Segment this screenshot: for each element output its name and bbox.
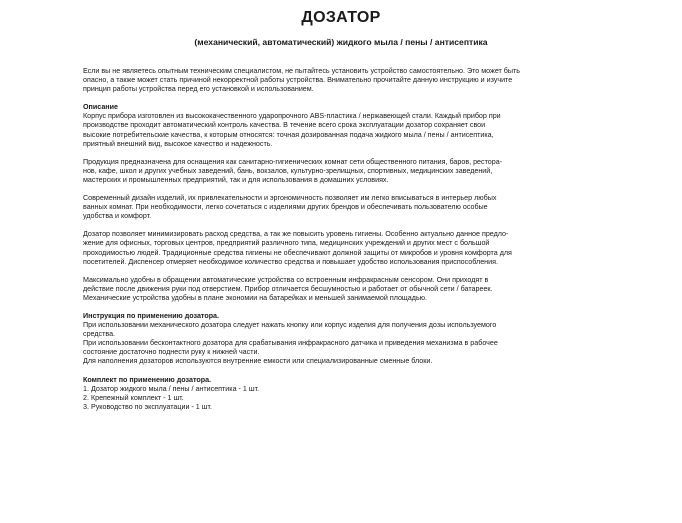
design-paragraph xyxy=(83,194,613,221)
text-line: проходимостью людей. Традиционные средства гигиены не обеспечивают должной защиты от микробов и уровня комфорта для xyxy=(83,248,512,257)
text-line: Механические устройства удобны в плане экономии на батарейках и меньшей занимаемой площадью. xyxy=(83,293,428,302)
text-line: Дозатор позволяет минимизировать расход средства, а так же повысить уровень гигиены. Особенно актуально данное предло- xyxy=(83,230,509,239)
text-line: действие после движения руки под отверстием. Прибор отличается бесшумностью и работает от обычной сети / батареек. xyxy=(83,284,493,293)
text-line: При использовании механического дозатора следует нажать кнопку или корпус изделия для получения дозы используемого xyxy=(83,321,497,330)
text-line: принцип работы устройства перед его установкой и использованием. xyxy=(83,85,314,94)
document-body xyxy=(83,67,613,412)
text-line: жение для офисных, торговых центров, предприятий различного типа, медицинских учреждений и других мест с большой xyxy=(83,239,490,248)
kit-heading: Комплект по применению дозатора. xyxy=(83,375,212,384)
description-heading: Описание xyxy=(83,103,118,112)
text-line: Современный дизайн изделий, их привлекательности и эргономичность позволяет им легко вписываться в интерьер любых xyxy=(83,194,497,203)
text-line: Для наполнения дозаторов используются внутренние емкости или специализированные сменные блоки. xyxy=(83,357,433,366)
text-line: Корпус прибора изготовлен из высококачественного ударопрочного ABS-пластика / нержавеющей стали. Каждый прибор при xyxy=(83,112,501,121)
text-line: Если вы не являетесь опытным техническим специалистом, не пытайтесь установить устройство самостоятельно. Это может быть xyxy=(83,67,521,75)
document-subtitle: (механический, автоматический) жидкого мыла / пены / антисептика xyxy=(194,37,488,47)
intro-paragraph xyxy=(83,67,613,94)
text-line: Продукция предназначена для оснащения как санитарно-гигиенических комнат сети общественного питания, баров, рестора- xyxy=(83,157,503,166)
kit-item: 2. Крепежный комплект - 1 шт. xyxy=(83,393,184,402)
text-line: ванных комнат. При необходимости, легко сочетаться с изделиями других брендов и обеспечивать пользователю особые xyxy=(83,203,488,212)
purpose-paragraph xyxy=(83,158,613,185)
automatic-paragraph xyxy=(83,276,613,303)
instructions-section xyxy=(83,312,613,367)
text-line: посетителей. Диспенсер отмеряет необходимое количество средства и повышает удобство использования приспособления. xyxy=(83,257,498,266)
document-title: ДОЗАТОР xyxy=(301,9,381,26)
text-line: нов, кафе, школ и других учебных заведений, бань, вокзалов, культурно-зрелищных, спортивных, медицинских заведений, xyxy=(83,166,493,175)
text-line: опасно, а также может стать причиной некорректной работы устройства. Внимательно прочитайте данную инструкцию и изучите xyxy=(83,76,513,85)
text-line: Максимально удобны в обращении автоматические устройства со встроенным инфракрасным сенсором. Они приходят в xyxy=(83,275,489,284)
text-line: высокие потребительские качества, к которым относятся: точная дозированная подача жидкого мыла / пены / антисептика, xyxy=(83,130,494,139)
text-line: приятный внешний вид, высокое качество и надежность. xyxy=(83,139,273,148)
kit-item: 3. Руководство по эксплуатации - 1 шт. xyxy=(83,402,212,411)
text-line: При использовании бесконтактного дозатора для срабатывания инфракрасного датчика и приведения механизма в рабочее xyxy=(83,339,498,348)
text-line: производстве проходит автоматический контроль качества. В течение всего срока эксплуатации дозатор сохраняет свои xyxy=(83,121,486,130)
kit-section xyxy=(83,376,613,412)
text-line: средства. xyxy=(83,330,116,339)
text-line: мастерских и промышленных предприятий, так и для использования в домашних условиях. xyxy=(83,175,389,184)
instructions-heading: Инструкция по применению дозатора. xyxy=(83,311,220,320)
benefits-paragraph xyxy=(83,230,613,266)
description-section xyxy=(83,103,613,148)
text-line: состояние достаточно поднести руку к нижней части. xyxy=(83,348,260,357)
text-line: удобства и комфорт. xyxy=(83,212,152,221)
kit-item: 1. Дозатор жидкого мыла / пены / антисептика - 1 шт. xyxy=(83,384,260,393)
